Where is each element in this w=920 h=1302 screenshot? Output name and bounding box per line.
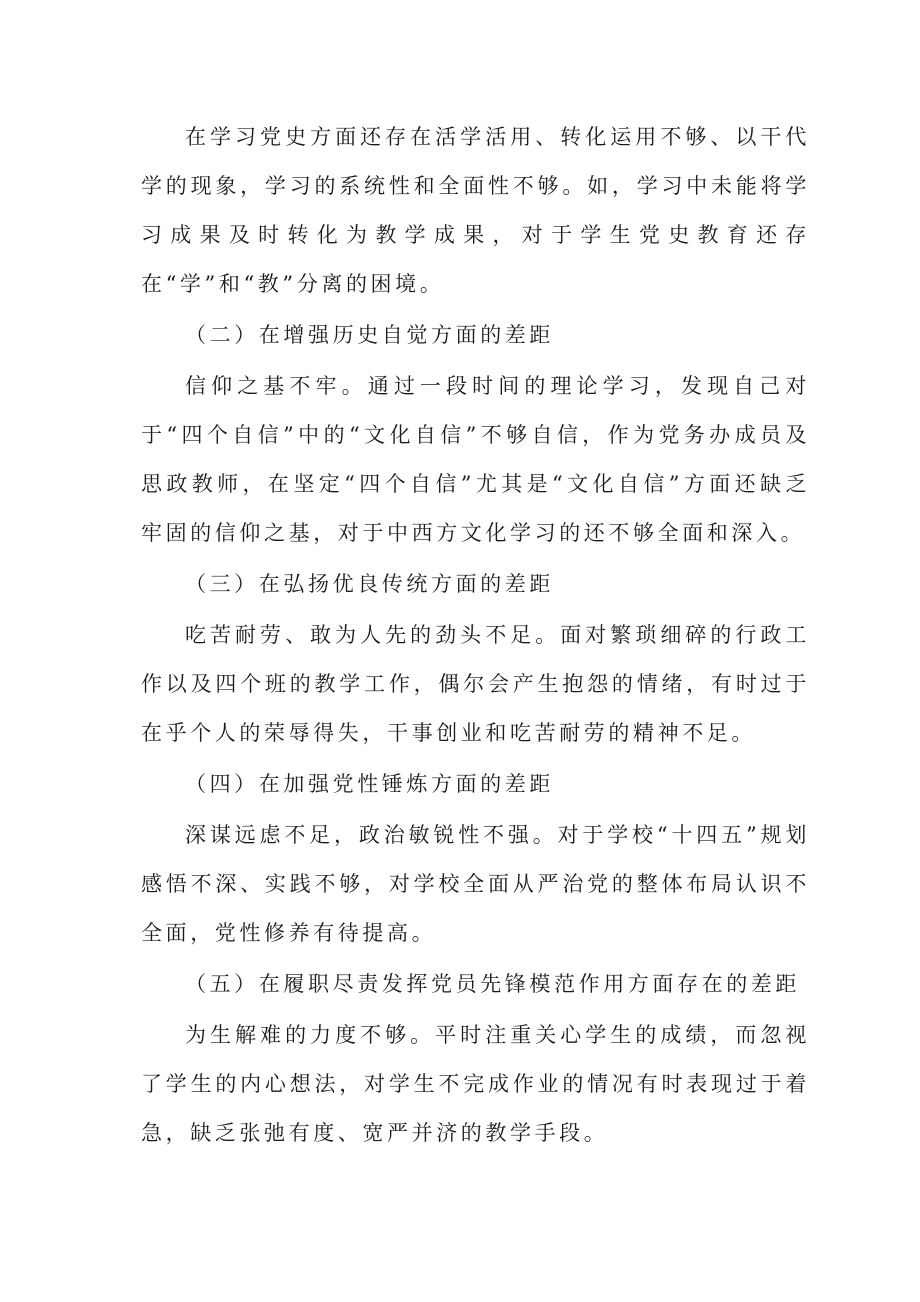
body-paragraph-1: 在学习党史方面还存在活学活用、转化运用不够、以干代学的现象，学习的系统性和全面性不够。如，学习中未能将学习成果及时转化为教学成果，对于学生党史教育还存在“学”和“教”分离的困境。 xyxy=(141,125,810,296)
section-heading-5: （五）在履职尽责发挥党员先锋模范作用方面存在的差距 xyxy=(185,972,800,996)
section-heading-3: （三）在弘扬优良传统方面的差距 xyxy=(185,572,554,596)
section-heading-4: （四）在加强党性锤炼方面的差距 xyxy=(185,772,554,796)
body-paragraph-2: 信仰之基不牢。通过一段时间的理论学习，发现自己对于“四个自信”中的“文化自信”不够自信，作为党务办成员及思政教师，在坚定“四个自信”尤其是“文化自信”方面还缺乏牢固的信仰之基，对于中西方文化学习的还不够全面和深入。 xyxy=(141,374,810,545)
body-paragraph-4: 深谋远虑不足，政治敏锐性不强。对于学校“十四五”规划感悟不深、实践不够，对学校全面从严治党的整体布局认识不全面，党性修养有待提高。 xyxy=(141,823,810,945)
section-heading-2: （二）在增强历史自觉方面的差距 xyxy=(185,323,554,347)
body-paragraph-3: 吃苦耐劳、敢为人先的劲头不足。面对繁琐细碎的行政工作以及四个班的教学工作，偶尔会产生抱怨的情绪，有时过于在乎个人的荣辱得失，干事创业和吃苦耐劳的精神不足。 xyxy=(141,623,810,745)
body-paragraph-5: 为生解难的力度不够。平时注重关心学生的成绩，而忽视了学生的内心想法，对学生不完成作业的情况有时表现过于着急，缺乏张弛有度、宽严并济的教学手段。 xyxy=(141,1023,810,1145)
